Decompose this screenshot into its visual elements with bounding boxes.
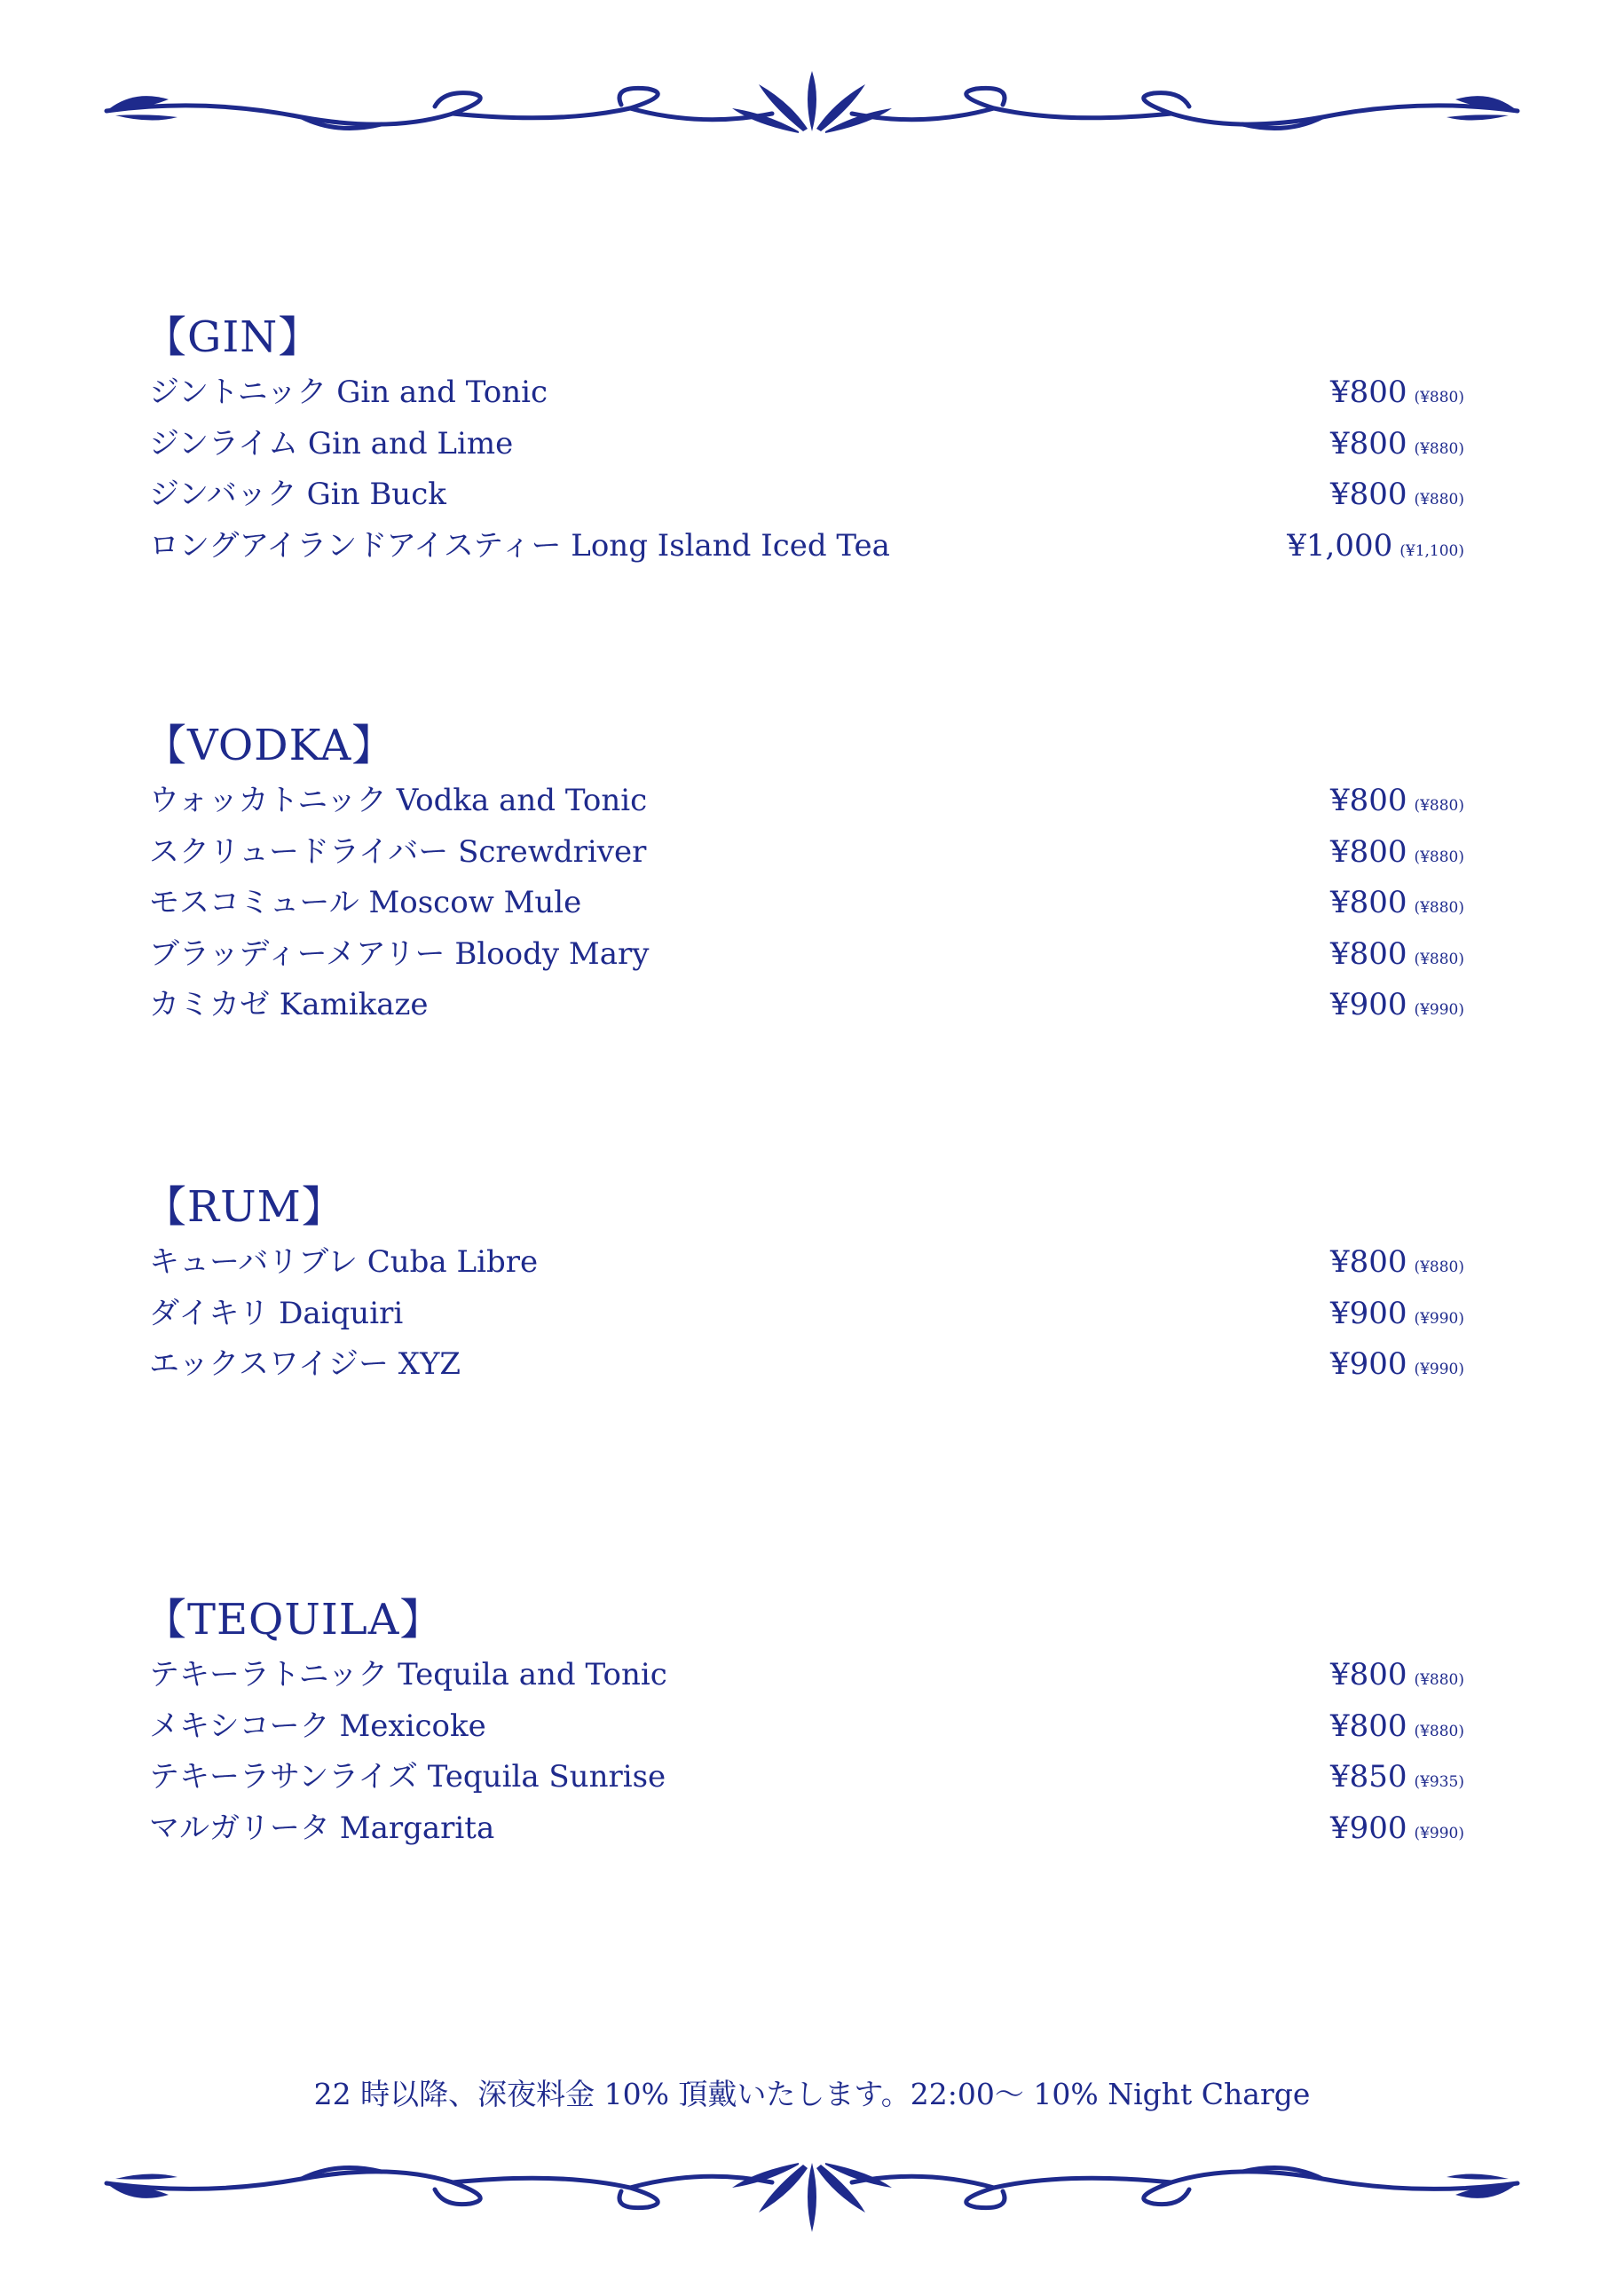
section-gin — [142, 311, 1464, 572]
price: ¥800 — [1329, 375, 1407, 410]
tax-price: (¥880) — [1414, 797, 1464, 815]
item-price — [1330, 1237, 1464, 1294]
tax-price: (¥880) — [1414, 950, 1464, 968]
menu-item — [142, 521, 1464, 572]
item-name: マルガリータ Margarita — [149, 1810, 495, 1846]
item-name: ジンライム Gin and Lime — [149, 425, 514, 462]
tax-price: (¥880) — [1414, 899, 1464, 917]
menu-item — [142, 1339, 1464, 1391]
price: ¥850 — [1329, 1759, 1407, 1795]
section-title: 【TEQUILA】 — [144, 1595, 444, 1645]
item-price — [1330, 1339, 1464, 1396]
bottom-ornament — [98, 2143, 1526, 2241]
section-title: 【GIN】 — [144, 312, 322, 362]
section-rum — [142, 1180, 1464, 1391]
item-price — [1287, 521, 1464, 578]
item-price — [1330, 469, 1464, 526]
price: ¥800 — [1329, 833, 1407, 870]
tax-price: (¥935) — [1414, 1773, 1464, 1791]
menu-item — [142, 419, 1464, 470]
price: ¥800 — [1329, 1708, 1407, 1744]
top-ornament — [98, 62, 1526, 160]
section-title: 【VODKA】 — [144, 721, 396, 770]
price: ¥800 — [1329, 425, 1407, 462]
item-price — [1330, 1289, 1464, 1345]
tax-price: (¥880) — [1414, 491, 1464, 509]
tax-price: (¥880) — [1414, 1671, 1464, 1689]
item-name: メキシコーク Mexicoke — [149, 1708, 486, 1744]
night-charge-note: 22 時以降、深夜料金 10% 頂戴いたします。22:00〜 10% Night Charge — [313, 2077, 1311, 2111]
price: ¥800 — [1329, 935, 1407, 972]
tax-price: (¥990) — [1414, 1824, 1464, 1842]
item-price — [1330, 367, 1464, 424]
item-price — [1330, 1701, 1464, 1758]
menu-item — [142, 878, 1464, 929]
tax-price: (¥880) — [1414, 848, 1464, 866]
price: ¥800 — [1329, 477, 1407, 512]
tax-price: (¥880) — [1414, 1258, 1464, 1276]
section-title: 【RUM】 — [144, 1182, 345, 1232]
item-name: モスコミュール Moscow Mule — [149, 885, 582, 920]
item-price — [1330, 776, 1464, 832]
item-price — [1330, 1803, 1464, 1860]
price: ¥800 — [1329, 885, 1407, 920]
item-name: ブラッディーメアリー Bloody Mary — [149, 935, 650, 972]
item-name: カミカゼ Kamikaze — [149, 987, 429, 1022]
price: ¥900 — [1329, 1295, 1407, 1331]
item-price — [1330, 827, 1464, 884]
item-price — [1330, 419, 1464, 476]
item-price — [1330, 878, 1464, 935]
section-vodka — [142, 719, 1464, 1031]
price: ¥800 — [1329, 1244, 1407, 1280]
item-name: ダイキリ Daiquiri — [149, 1295, 404, 1331]
item-name: キューバリブレ Cuba Libre — [149, 1244, 539, 1280]
section-tequila — [142, 1593, 1464, 1854]
price: ¥800 — [1329, 1657, 1407, 1692]
item-name: ウォッカトニック Vodka and Tonic — [149, 783, 648, 818]
item-price — [1330, 1650, 1464, 1707]
menu-item — [142, 929, 1464, 981]
menu-item — [142, 1803, 1464, 1855]
price: ¥900 — [1329, 1346, 1407, 1382]
menu-item — [142, 827, 1464, 879]
menu-item — [142, 1701, 1464, 1753]
tax-price: (¥990) — [1414, 1361, 1464, 1378]
tax-price: (¥880) — [1414, 1722, 1464, 1740]
menu-item — [142, 776, 1464, 827]
item-name: ジントニック Gin and Tonic — [149, 375, 548, 410]
menu-item — [142, 469, 1464, 521]
price: ¥800 — [1329, 783, 1407, 818]
tax-price: (¥880) — [1414, 439, 1464, 458]
item-name: ジンバック Gin Buck — [149, 477, 446, 512]
item-price — [1330, 929, 1464, 986]
tax-price: (¥990) — [1414, 1309, 1464, 1328]
tax-price: (¥1,100) — [1399, 541, 1464, 560]
item-name: テキーラサンライズ Tequila Sunrise — [149, 1759, 666, 1795]
item-name: スクリュードライバー Screwdriver — [149, 833, 647, 870]
price: ¥900 — [1329, 1810, 1407, 1846]
menu-item — [142, 367, 1464, 419]
menu-item — [142, 1237, 1464, 1289]
tax-price: (¥990) — [1414, 1001, 1464, 1019]
menu-item — [142, 1650, 1464, 1701]
item-name: テキーラトニック Tequila and Tonic — [149, 1657, 667, 1692]
menu-item — [142, 980, 1464, 1031]
item-name: エックスワイジー XYZ — [149, 1346, 461, 1382]
menu-item — [142, 1752, 1464, 1803]
tax-price: (¥880) — [1414, 389, 1464, 406]
item-price — [1330, 1752, 1464, 1809]
price: ¥900 — [1329, 987, 1407, 1022]
price: ¥1,000 — [1287, 527, 1393, 564]
item-price — [1330, 980, 1464, 1037]
menu-item — [142, 1289, 1464, 1340]
item-name: ロングアイランドアイスティー Long Island Iced Tea — [149, 527, 890, 564]
